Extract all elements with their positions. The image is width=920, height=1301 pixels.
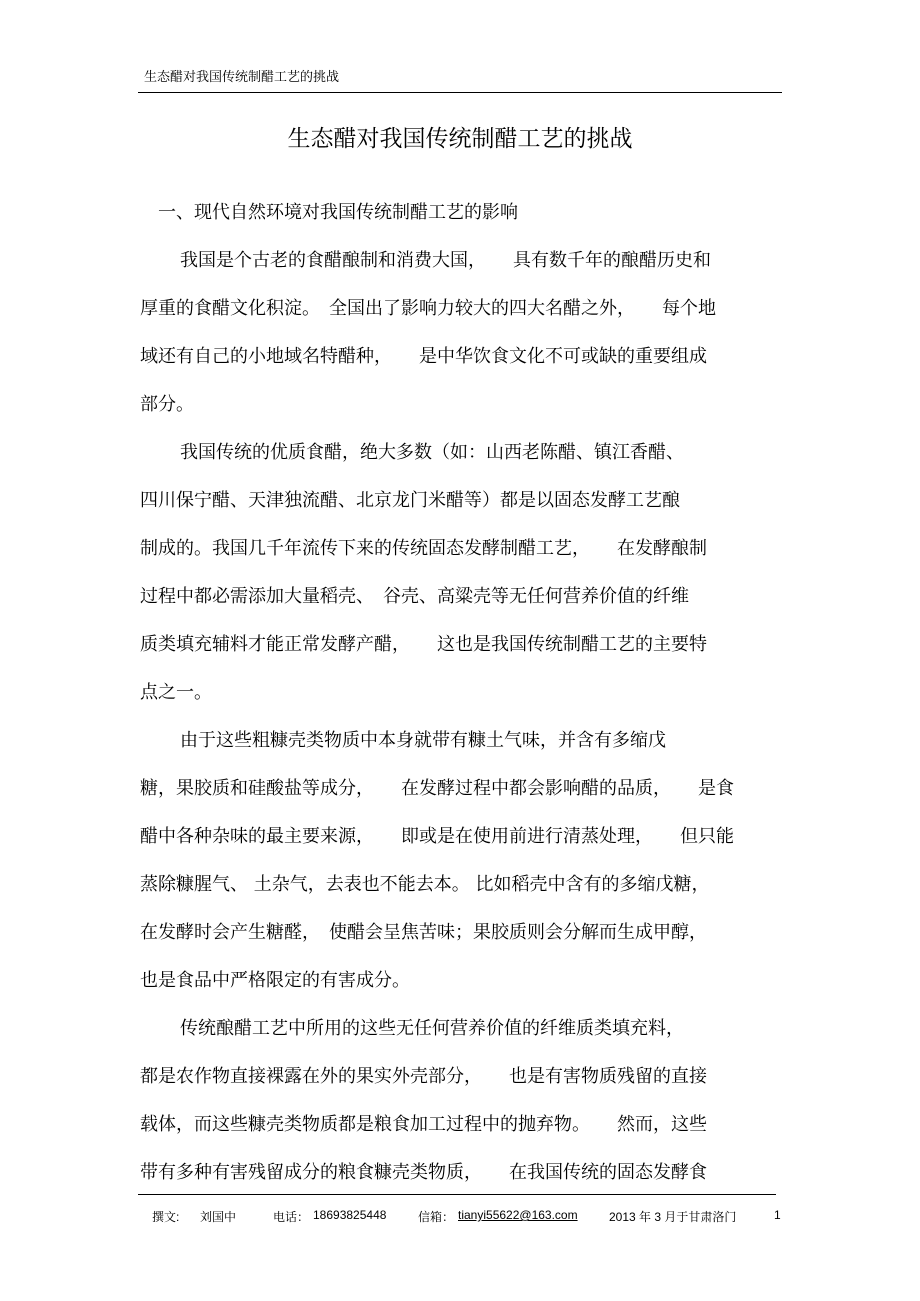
body-line: 也是食品中严格限定的有害成分。 bbox=[140, 970, 410, 991]
body-line: 过程中都必需添加大量稻壳、 谷壳、高粱壳等无任何营养价值的纤维 bbox=[140, 586, 689, 607]
running-header: 生态醋对我国传统制醋工艺的挑战 bbox=[144, 70, 340, 85]
footer-date-place: 2013 年 3 月于甘肃洛门 bbox=[609, 1210, 737, 1224]
body-line: 我国是个古老的食醋酿制和消费大国， 具有数千年的酿醋历史和 bbox=[180, 250, 711, 271]
document-title: 生态醋对我国传统制醋工艺的挑战 bbox=[287, 126, 633, 152]
body-line: 由于这些粗糠壳类物质中本身就带有糠土气味，并含有多缩戊 bbox=[180, 730, 666, 751]
body-line: 厚重的食醋文化积淀。 全国出了影响力较大的四大名醋之外， 每个地 bbox=[140, 298, 716, 319]
footer-phone-label: 电话： bbox=[273, 1210, 310, 1224]
body-line: 部分。 bbox=[140, 394, 194, 415]
body-line: 糖，果胶质和硅酸盐等成分， 在发酵过程中都会影响醋的品质， 是食 bbox=[140, 778, 734, 799]
body-line: 载体，而这些糠壳类物质都是粮食加工过程中的抛弃物。 然而，这些 bbox=[140, 1114, 707, 1135]
page-number: 1 bbox=[774, 1208, 781, 1222]
footer-email-label: 信箱： bbox=[418, 1210, 455, 1224]
body-line: 在发酵时会产生糖醛， 使醋会呈焦苦味；果胶质则会分解而生成甲醇， bbox=[140, 922, 707, 943]
body-line: 域还有自己的小地域名特醋种， 是中华饮食文化不可或缺的重要组成 bbox=[140, 346, 707, 367]
footer-author-label: 撰文: bbox=[152, 1210, 180, 1224]
footer-author: 刘国中 bbox=[200, 1210, 237, 1224]
footer-phone: 18693825448 bbox=[313, 1208, 387, 1222]
body-line: 带有多种有害残留成分的粮食糠壳类物质， 在我国传统的固态发酵食 bbox=[140, 1162, 707, 1183]
header-divider bbox=[138, 92, 782, 93]
section-heading: 一、现代自然环境对我国传统制醋工艺的影响 bbox=[158, 202, 518, 223]
body-line: 传统酿醋工艺中所用的这些无任何营养价值的纤维质类填充料， bbox=[180, 1018, 684, 1039]
footer-divider bbox=[138, 1194, 776, 1195]
body-line: 都是农作物直接裸露在外的果实外壳部分， 也是有害物质残留的直接 bbox=[140, 1066, 707, 1087]
body-line: 醋中各种杂味的最主要来源， 即或是在使用前进行清蒸处理， 但只能 bbox=[140, 826, 734, 847]
body-line: 点之一。 bbox=[140, 682, 212, 703]
body-line: 制成的。我国几千年流传下来的传统固态发酵制醋工艺， 在发酵酿制 bbox=[140, 538, 707, 559]
body-line: 蒸除糠腥气、 土杂气，去表也不能去本。 比如稻壳中含有的多缩戊糖， bbox=[140, 874, 710, 895]
footer-email-link[interactable]: tianyi55622@163.com bbox=[458, 1208, 578, 1222]
body-line: 四川保宁醋、天津独流醋、北京龙门米醋等）都是以固态发酵工艺酿 bbox=[140, 490, 680, 511]
body-line: 我国传统的优质食醋，绝大多数（如：山西老陈醋、镇江香醋、 bbox=[180, 442, 684, 463]
body-line: 质类填充辅料才能正常发酵产醋， 这也是我国传统制醋工艺的主要特 bbox=[140, 634, 707, 655]
